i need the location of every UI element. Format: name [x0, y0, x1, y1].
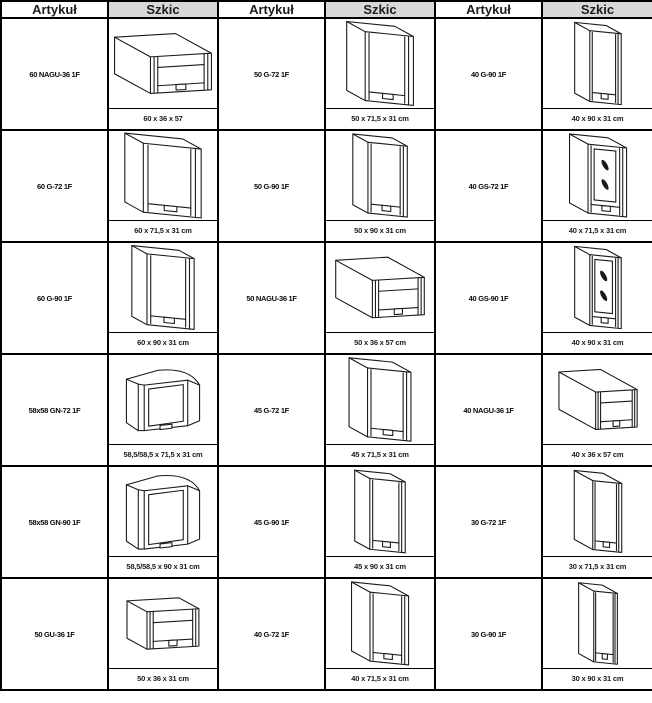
cabinet-sketch: [326, 243, 434, 332]
cabinet-sketch-drawing: [109, 468, 217, 555]
article-cell: [1, 18, 108, 130]
cabinet-sketch-drawing: [326, 132, 434, 219]
article-cell: [1, 466, 108, 578]
article-cell: [435, 242, 542, 354]
cabinet-sketch-drawing: [109, 20, 217, 107]
cabinet-sketch-drawing: [326, 580, 434, 667]
sketch-cell: [108, 242, 218, 354]
article-label: 40 NAGU-36 1F: [463, 405, 514, 415]
article-cell: [218, 130, 325, 242]
header-cell-article: Artykuł: [218, 1, 325, 18]
article-cell: [1, 354, 108, 466]
table-row: [1, 242, 652, 354]
article-label: 45 G-90 1F: [254, 517, 289, 527]
article-label: 30 G-90 1F: [471, 629, 506, 639]
dimension-label: 50 x 36 x 57 cm: [326, 332, 434, 353]
article-cell: [1, 578, 108, 690]
cabinet-sketch-drawing: [326, 356, 434, 443]
dimension-label: 30 x 71,5 x 31 cm: [543, 556, 652, 577]
article-label: 40 G-90 1F: [471, 69, 506, 79]
article-cell: [218, 578, 325, 690]
article-cell: [218, 466, 325, 578]
dimension-label: 60 x 36 x 57: [109, 108, 217, 129]
cabinet-sketch-drawing: [326, 244, 434, 331]
article-cell: [435, 130, 542, 242]
cabinet-sketch: [543, 131, 652, 220]
cabinet-sketch: [109, 131, 217, 220]
cabinet-sketch: [109, 243, 217, 332]
article-label: 45 G-72 1F: [254, 405, 289, 415]
article-label: 60 G-72 1F: [37, 181, 72, 191]
sketch-cell: [542, 130, 652, 242]
sketch-cell: [325, 242, 435, 354]
cabinet-sketch: [543, 355, 652, 444]
table-row: [1, 130, 652, 242]
article-cell: [218, 242, 325, 354]
article-label: 40 G-72 1F: [254, 629, 289, 639]
cabinet-sketch: [326, 579, 434, 668]
table-row: [1, 466, 652, 578]
cabinet-sketch-drawing: [544, 356, 652, 443]
cabinet-sketch-drawing: [109, 356, 217, 443]
cabinet-sketch-drawing: [544, 132, 652, 219]
table-body: [1, 18, 652, 690]
article-label: 60 G-90 1F: [37, 293, 72, 303]
article-cell: [218, 354, 325, 466]
article-label: 50 NAGU-36 1F: [246, 293, 297, 303]
article-label: 30 G-72 1F: [471, 517, 506, 527]
cabinet-sketch-drawing: [326, 468, 434, 555]
article-cell: [1, 242, 108, 354]
cabinet-sketch-drawing: [109, 244, 217, 331]
cabinet-sketch: [543, 19, 652, 108]
sketch-cell: [325, 354, 435, 466]
sketch-cell: [325, 18, 435, 130]
sketch-cell: [108, 578, 218, 690]
sketch-cell: [542, 242, 652, 354]
article-label: 50 G-90 1F: [254, 181, 289, 191]
cabinet-sketch: [543, 243, 652, 332]
sketch-cell: [108, 18, 218, 130]
dimension-label: 40 x 71,5 x 31 cm: [326, 668, 434, 689]
table-row: [1, 578, 652, 690]
sketch-cell: [325, 130, 435, 242]
article-cell: [435, 466, 542, 578]
article-label: 40 GS-90 1F: [468, 293, 509, 303]
header-cell-sketch: Szkic: [542, 1, 652, 18]
dimension-label: 40 x 36 x 57 cm: [543, 444, 652, 465]
dimension-label: 40 x 90 x 31 cm: [543, 108, 652, 129]
article-label: 58x58 GN-90 1F: [28, 517, 81, 527]
article-cell: [1, 130, 108, 242]
cabinet-sketch-drawing: [109, 580, 217, 667]
cabinet-sketch-drawing: [544, 244, 652, 331]
article-label: 50 G-72 1F: [254, 69, 289, 79]
cabinet-sketch: [326, 355, 434, 444]
cabinet-sketch: [543, 467, 652, 556]
cabinet-sketch: [543, 579, 652, 668]
table-header: [1, 1, 652, 18]
dimension-label: 40 x 90 x 31 cm: [543, 332, 652, 353]
dimension-label: 58,5/58,5 x 90 x 31 cm: [109, 556, 217, 577]
sketch-cell: [325, 578, 435, 690]
article-cell: [435, 354, 542, 466]
cabinet-sketch: [326, 19, 434, 108]
header-cell-sketch: Szkic: [325, 1, 435, 18]
article-cell: [435, 18, 542, 130]
table-row: [1, 18, 652, 130]
sketch-cell: [542, 18, 652, 130]
dimension-label: 50 x 90 x 31 cm: [326, 220, 434, 241]
sketch-cell: [108, 130, 218, 242]
sketch-cell: [542, 578, 652, 690]
dimension-label: 40 x 71,5 x 31 cm: [543, 220, 652, 241]
header-cell-article: Artykuł: [1, 1, 108, 18]
article-label: 50 GU-36 1F: [34, 629, 75, 639]
dimension-label: 45 x 71,5 x 31 cm: [326, 444, 434, 465]
sketch-cell: [325, 466, 435, 578]
cabinet-sketch-drawing: [109, 132, 217, 219]
cabinet-sketch: [109, 355, 217, 444]
cabinet-sketch-drawing: [544, 20, 652, 107]
article-label: 58x58 GN-72 1F: [28, 405, 81, 415]
dimension-label: 50 x 36 x 31 cm: [109, 668, 217, 689]
cabinet-sketch: [109, 467, 217, 556]
dimension-label: 45 x 90 x 31 cm: [326, 556, 434, 577]
sketch-cell: [542, 466, 652, 578]
article-cell: [218, 18, 325, 130]
dimension-label: 50 x 71,5 x 31 cm: [326, 108, 434, 129]
sketch-cell: [108, 466, 218, 578]
cabinet-sketch-drawing: [544, 580, 652, 667]
cabinet-sketch: [109, 579, 217, 668]
sketch-cell: [542, 354, 652, 466]
article-label: 60 NAGU-36 1F: [29, 69, 80, 79]
article-cell: [435, 578, 542, 690]
cabinet-sketch: [326, 131, 434, 220]
dimension-label: 60 x 90 x 31 cm: [109, 332, 217, 353]
dimension-label: 60 x 71,5 x 31 cm: [109, 220, 217, 241]
dimension-label: 30 x 90 x 31 cm: [543, 668, 652, 689]
cabinet-sketch-drawing: [544, 468, 652, 555]
sketch-cell: [108, 354, 218, 466]
header-cell-sketch: Szkic: [108, 1, 218, 18]
dimension-label: 58,5/58,5 x 71,5 x 31 cm: [109, 444, 217, 465]
cabinet-sketch: [109, 19, 217, 108]
table-row: [1, 354, 652, 466]
cabinet-sketch: [326, 467, 434, 556]
header-cell-article: Artykuł: [435, 1, 542, 18]
article-label: 40 GS-72 1F: [468, 181, 509, 191]
cabinet-sketch-drawing: [326, 20, 434, 107]
